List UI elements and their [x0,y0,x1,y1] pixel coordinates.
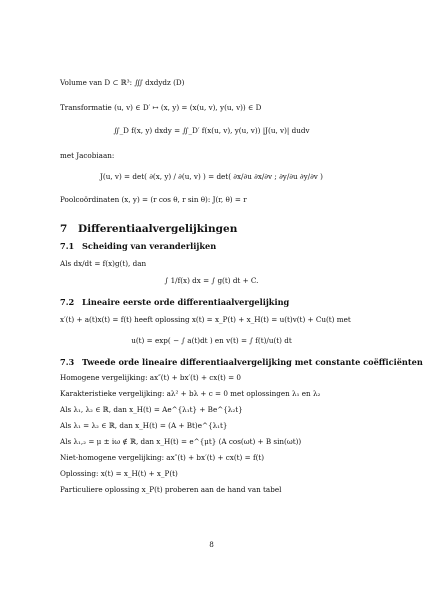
section-number: 7 [60,223,68,235]
s73-line-reeel-gelijk: Als λ₁ = λ₂ ∈ ℝ, dan x_H(t) = (A + Bt)e^{λ₁t} [60,421,228,430]
s73-line-reeel-verschillend: Als λ₁, λ₂ ∈ ℝ, dan x_H(t) = Ae^{λ₁t} + Be^{λ₂t} [60,405,243,414]
s73-line-homogeen: Homogene vergelijking: ax″(t) + bx′(t) + cx(t) = 0 [60,373,242,382]
jacobiaan-intro: met Jacobiaan: [60,151,115,160]
s73-line-niet-homogeen: Niet-homogene vergelijking: ax″(t) + bx′(t) + cx(t) = f(t) [60,453,265,462]
volume-line: Volume van D ⊂ ℝ³: ∭ dxdydz (D) [60,78,185,87]
subsection-title: Tweede orde lineaire differentiaalvergelijking met constante coëfficiënten [82,357,423,367]
section-title: Differentiaalvergelijkingen [78,223,238,235]
subsection-number: 7.2 [60,297,75,307]
subsection-number: 7.1 [60,241,75,251]
s73-line-complex: Als λ₁,₂ = μ ± iω ∉ ℝ, dan x_H(t) = e^{μt} (A cos(ωt) + B sin(ωt)) [60,437,302,446]
subsection-number: 7.3 [60,357,75,367]
transformatie-line: Transformatie (u, v) ∈ D′ ↦ (x, y) = (x(u, v), y(u, v)) ∈ D [60,103,262,112]
s71-line1: Als dx/dt = f(x)g(t), dan [60,259,147,268]
integral-transform-formula: ∬_D f(x, y) dxdy = ∬_D′ f(x(u, v), y(u, v)) |J(u, v)| dudv [113,126,310,135]
subsection-title: Lineaire eerste orde differentiaalvergelijking [82,297,290,307]
section-7-1-heading [60,241,216,251]
s73-line-karakteristiek: Karakteristieke vergelijking: aλ² + bλ + c = 0 met oplossingen λ₁ en λ₂ [60,389,321,398]
section-7-3-heading [60,357,423,367]
s73-line-particulier: Particuliere oplossing x_P(t) proberen aan de hand van tabel [60,485,282,494]
s72-formula: u(t) = exp( − ∫ a(t)dt ) en v(t) = ∫ f(t)/u(t) dt [131,336,292,345]
section-7-2-heading [60,297,289,307]
poolcoordinaten-line: Poolcoördinaten (x, y) = (r cos θ, r sin θ): J(r, θ) = r [60,195,247,204]
subsection-title: Scheiding van veranderlijken [82,241,217,251]
s73-line-oplossing: Oplossing: x(t) = x_H(t) + x_P(t) [60,469,178,478]
page-number: 8 [209,540,214,549]
s72-line1: x′(t) + a(t)x(t) = f(t) heeft oplossing x(t) = x_P(t) + x_H(t) = u(t)v(t) + Cu(t) met [60,315,351,324]
section-7-heading [60,223,237,235]
jacobiaan-formula: J(u, v) = det( ∂(x, y) / ∂(u, v) ) = det( ∂x/∂u ∂x/∂v ; ∂y/∂u ∂y/∂v ) [100,172,323,181]
s71-formula: ∫ 1/f(x) dx = ∫ g(t) dt + C. [164,276,259,285]
